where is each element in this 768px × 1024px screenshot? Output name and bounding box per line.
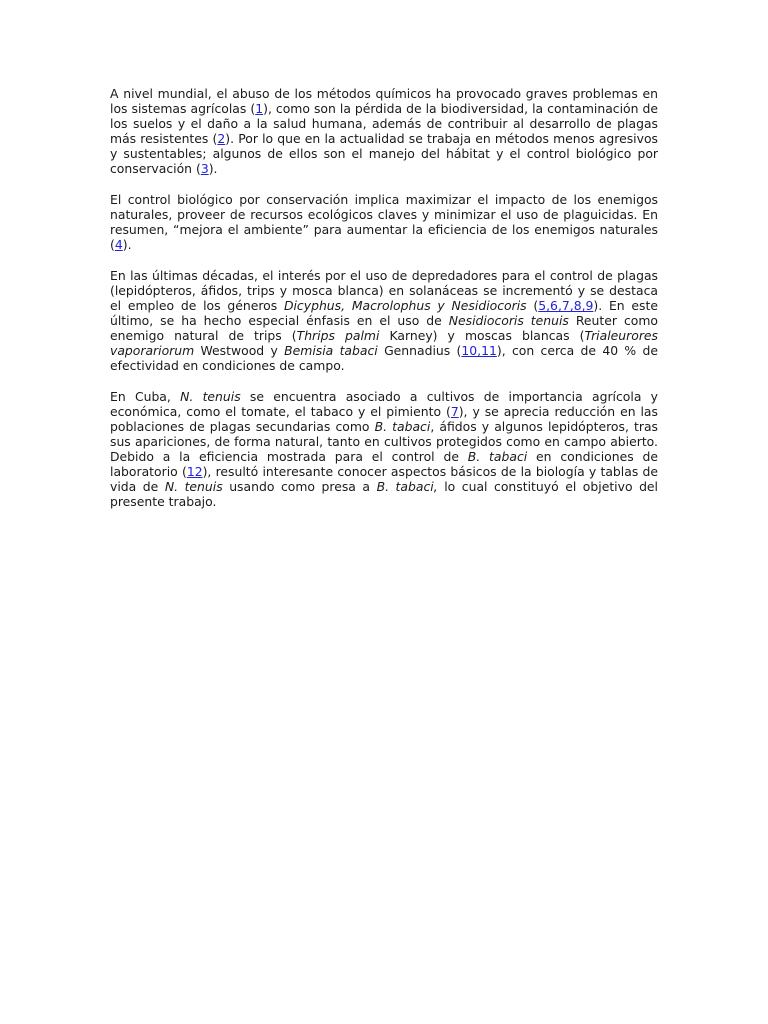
- text-run: Gennadius (: [377, 343, 462, 358]
- citation-link[interactable]: 1: [255, 101, 264, 116]
- text-run: (: [526, 298, 539, 313]
- citation-link[interactable]: 7: [450, 404, 459, 419]
- italic-text: Bemisia tabaci: [284, 343, 378, 358]
- text-run: en condiciones de laboratorio (: [110, 449, 658, 479]
- citation-link[interactable]: 4: [114, 237, 123, 252]
- paragraph-2: [110, 192, 658, 252]
- text-run: lo cual constituyó el objetivo del presente trabajo.: [110, 479, 659, 509]
- text-run: ), con cerca de 40 % de efectividad en condiciones de campo.: [110, 343, 658, 373]
- text-run: A nivel mundial, el abuso de los métodos químicos ha provocado graves problemas en los sistemas agrícolas (: [110, 86, 658, 116]
- citation-link[interactable]: 3: [200, 161, 209, 176]
- text-run: Westwood y: [194, 343, 285, 358]
- italic-text: N. tenuis: [180, 389, 241, 404]
- paragraph-1: [110, 86, 658, 176]
- citation-link[interactable]: 10,11: [461, 343, 497, 358]
- text-run: ), y se aprecia reducción en las poblaciones de plagas secundarias como: [110, 404, 658, 434]
- text-run: ).: [208, 161, 218, 176]
- text-run: Reuter como enemigo natural de trips (: [110, 313, 659, 343]
- text-run: ). Por lo que en la actualidad se trabaja en métodos menos agresivos y sustentables; algunos de ellos son el manejo del hábitat y el control biológico por conservación (: [110, 131, 658, 176]
- paragraph-3: [110, 268, 658, 373]
- italic-text: Nesidiocoris tenuis: [448, 313, 569, 328]
- text-run: En Cuba,: [110, 389, 181, 404]
- citation-link[interactable]: 5,6,7,8,9: [538, 298, 594, 313]
- italic-text: Trialeurores vaporariorum: [110, 328, 658, 358]
- citation-link[interactable]: 12: [186, 464, 203, 479]
- italic-text: B. tabaci: [374, 419, 431, 434]
- italic-text: B. tabaci: [467, 449, 528, 464]
- italic-text: Thrips palmi: [296, 328, 380, 343]
- text-run: ), resultó interesante conocer aspectos básicos de la biología y tablas de vida de: [110, 464, 659, 494]
- text-run: usando como presa a: [222, 479, 377, 494]
- text-run: , áfidos y algunos lepidópteros, tras sus apariciones, de forma natural, tanto en cultivos protegidos como en campo abierto. Debido a la eficiencia mostrada para el control de: [110, 419, 659, 464]
- text-run: ). En este último, se ha hecho especial énfasis en el uso de: [110, 298, 658, 328]
- italic-text: Dicyphus, Macrolophus y Nesidiocoris: [283, 298, 527, 313]
- text-run: El control biológico por conservación implica maximizar el impacto de los enemigos naturales, proveer de recursos ecológicos claves y minimizar el uso de plaguicidas. En resumen, “mejora el ambiente” para aumentar la eficiencia de los enemigos naturales (: [110, 192, 658, 252]
- text-run: se encuentra asociado a cultivos de importancia agrícola y económica, como el tomate, el tabaco y el pimiento (: [110, 389, 658, 419]
- text-run: Karney) y moscas blancas (: [379, 328, 585, 343]
- text-run: ), como son la pérdida de la biodiversidad, la contaminación de los suelos y el daño a la salud humana, además de contribuir al desarrollo de plagas más resistentes (: [110, 101, 658, 146]
- citation-link[interactable]: 2: [217, 131, 226, 146]
- paragraph-4: [110, 389, 658, 509]
- italic-text: N. tenuis: [164, 479, 223, 494]
- document-body: [110, 86, 658, 525]
- text-run: ).: [122, 237, 132, 252]
- text-run: En las últimas décadas, el interés por el uso de depredadores para el control de plagas (lepidópteros, áfidos, trips y mosca blanca) en solanáceas se incrementó y se destaca el empleo de los géneros: [110, 268, 658, 313]
- italic-text: B. tabaci,: [376, 479, 438, 494]
